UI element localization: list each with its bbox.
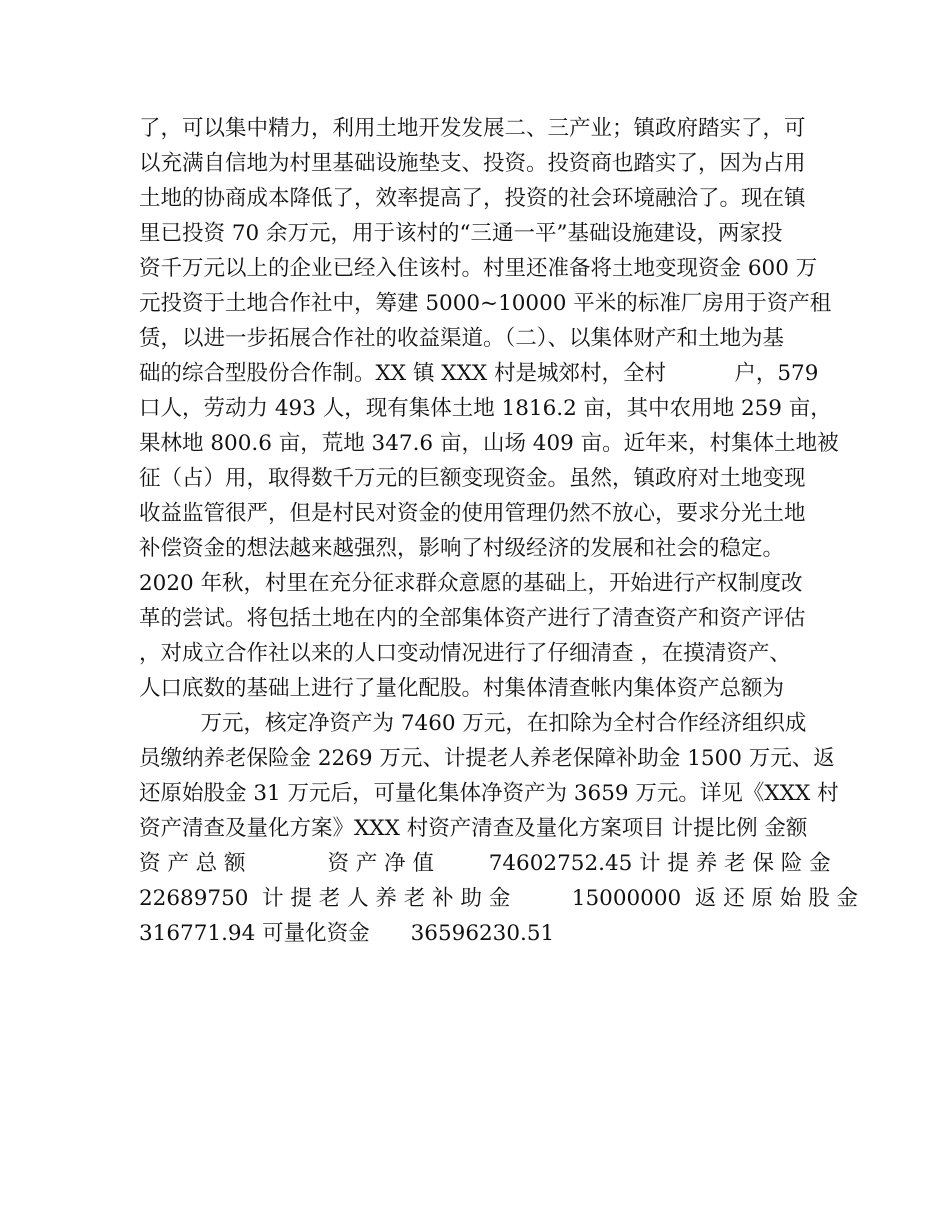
text-line: 了，可以集中精力，利用土地开发发展二、三产业；镇政府踏实了，可 xyxy=(139,116,806,141)
text-line: 补偿资金的想法越来越强烈，影响了村级经济的发展和社会的稳定。 xyxy=(139,536,785,561)
text-line: 万元，核定净资产为 7460 万元，在扣除为全村合作经济组织成 xyxy=(139,711,807,736)
text-line: 收益监管很严，但是村民对资金的使用管理仍然不放心，要求分光土地 xyxy=(139,501,806,526)
text-line: 2020 年秋，村里在充分征求群众意愿的基础上，开始进行产权制度改 xyxy=(139,571,803,596)
text-line: 还原始股金 31 万元后，可量化集体净资产为 3659 万元。详见《XXX 村 xyxy=(139,781,839,806)
text-line: 土地的协商成本降低了，效率提高了，投资的社会环境融洽了。现在镇 xyxy=(139,186,806,211)
text-line: 果林地 800.6 亩，荒地 347.6 亩，山场 409 亩。近年来，村集体土地被 xyxy=(139,431,839,456)
text-line: 资 产 总 额 资 产 净 值 74602752.45 计 提 养 老 保 险 金 xyxy=(139,851,831,876)
text-line: 资产清查及量化方案》XXX 村资产清查及量化方案项目 计提比例 金额 xyxy=(139,816,808,841)
text-line: 资千万元以上的企业已经入住该村。村里还准备将土地变现资金 600 万 xyxy=(139,256,818,281)
text-line: 口人，劳动力 493 人，现有集体土地 1816.2 亩，其中农用地 259 亩， xyxy=(139,396,832,421)
text-line: 员缴纳养老保险金 2269 万元、计提老人养老保障补助金 1500 万元、返 xyxy=(139,746,835,771)
text-line: 础的综合型股份合作制。XX 镇 XXX 村是城郊村，全村 户，579 xyxy=(139,361,819,386)
text-line: ，对成立合作社以来的人口变动情况进行了仔细清查 ，在摸清资产、 xyxy=(139,641,791,666)
text-line: 里已投资 70 余万元，用于该村的“三通一平”基础设施建设，两家投 xyxy=(139,221,783,246)
text-line: 征（占）用，取得数千万元的巨额变现资金。虽然，镇政府对土地变现 xyxy=(139,466,806,491)
text-line: 元投资于土地合作社中，筹建 5000~10000 平米的标准厂房用于资产租 xyxy=(139,291,832,316)
text-line: 22689750 计 提 老 人 养 老 补 助 金 15000000 返 还 原 始 股 金 xyxy=(139,886,859,911)
text-line: 赁，以进一步拓展合作社的收益渠道。（二）、以集体财产和土地为基 xyxy=(139,326,785,351)
text-line: 316771.94 可量化资金 36596230.51 xyxy=(139,921,555,946)
text-line: 以充满自信地为村里基础设施垫支、投资。投资商也踏实了，因为占用 xyxy=(139,151,806,176)
text-line: 革的尝试。将包括土地在内的全部集体资产进行了清查资产和资产评估 xyxy=(139,606,806,631)
text-line: 人口底数的基础上进行了量化配股。村集体清查帐内集体资产总额为 xyxy=(139,676,785,701)
